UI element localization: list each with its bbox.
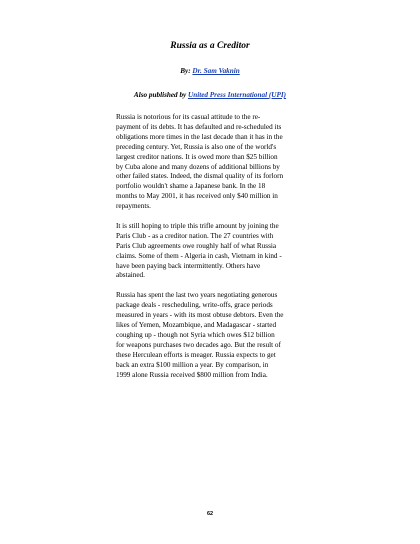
byline [0, 66, 420, 76]
text-line: claims. Some of them - Algeria in cash, Vietnam in kind - [116, 251, 282, 260]
text-line: measured in years - with its most obtuse debtors. Even the [116, 311, 284, 320]
document-title: Russia as a Creditor [170, 41, 250, 51]
text-line: obligations more times in the last decade than it has in the [116, 132, 283, 141]
paragraph-1 [116, 113, 316, 212]
text-line: payment of its debts. It has defaulted and re-scheduled its [116, 122, 282, 131]
text-line: preceding century. Yet, Russia is also one of the world's [116, 142, 277, 151]
text-line: these Herculean efforts is meager. Russia expects to get [116, 350, 276, 359]
author-link[interactable]: Dr. Sam Vaknin [192, 67, 240, 75]
byline-prefix: By: [180, 67, 191, 75]
text-line: abstained. [116, 271, 145, 280]
text-line: largest creditor nations. It is owed more than $25 billion [116, 152, 278, 161]
article-body [116, 113, 316, 390]
text-line: package deals - rescheduling, write-offs, grace periods [116, 301, 273, 310]
text-line: 1999 alone Russia received $800 million from India. [116, 370, 268, 379]
page-number: 62 [206, 511, 214, 517]
text-line: Russia is notorious for its casual attitude to the re- [116, 113, 261, 121]
paragraph-3 [116, 291, 316, 380]
paragraph-2 [116, 222, 316, 281]
publisher-link[interactable]: United Press International (UPI) [188, 91, 287, 99]
text-line: months to May 2001, it has received only $40 million in [116, 192, 278, 201]
also-published-line [0, 90, 420, 100]
text-line: Paris Club - as a creditor nation. The 27 countries with [116, 231, 274, 240]
text-line: other failed states. Indeed, the dismal quality of its forlorn [116, 172, 284, 181]
text-line: repayments. [116, 202, 151, 211]
text-line: Russia has spent the last two years negotiating generous [116, 291, 278, 300]
text-line: have been paying back intermittently. Others have [116, 261, 261, 270]
also-published-prefix: Also published by [133, 91, 187, 99]
text-line: portfolio wouldn't shame a Japanese bank. In the 18 [116, 182, 266, 191]
text-line: Paris Club agreements owe roughly half of what Russia [116, 241, 277, 250]
text-line: likes of Yemen, Mozambique, and Madagascar - started [116, 321, 277, 329]
text-line: for weapons purchases two decades ago. But the result of [116, 340, 281, 349]
text-line: It is still hoping to triple this trifle amount by joining the [116, 221, 279, 230]
text-line: by Cuba alone and many dozens of additional billions by [116, 162, 280, 171]
text-line: coughing up - though not Syria which owes $12 billion [116, 330, 275, 339]
text-line: back an extra $100 million a year. By comparison, in [116, 360, 269, 369]
